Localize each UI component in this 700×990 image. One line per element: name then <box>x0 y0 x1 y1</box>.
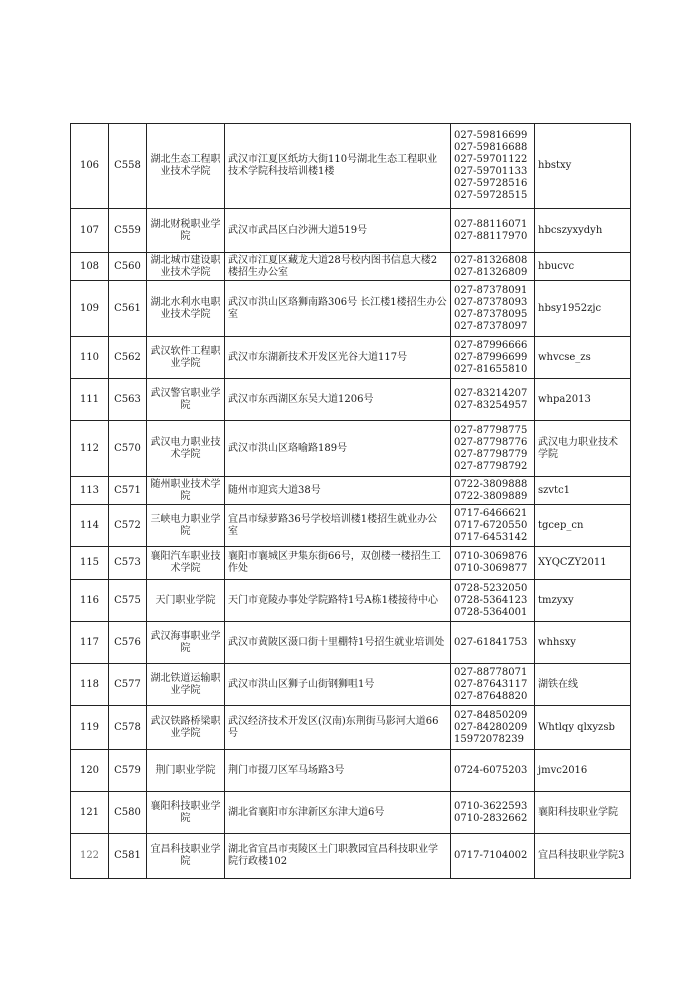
school-address: 武汉市东湖新技术开发区光谷大道117号 <box>225 337 451 379</box>
phone-number: 0717-6720550 <box>454 519 528 531</box>
phone-numbers <box>451 379 535 421</box>
phone-number: 027-87798776 <box>454 436 528 448</box>
phone-number: 027-87798779 <box>454 448 528 460</box>
school-name: 随州职业技术学院 <box>147 477 225 505</box>
school-name: 湖北生态工程职业技术学院 <box>147 124 225 209</box>
row-number: 107 <box>71 209 109 253</box>
school-code: C562 <box>109 337 147 379</box>
wechat-account: whvcse_zs <box>535 337 631 379</box>
phone-number: 027-87378095 <box>454 308 528 320</box>
school-code: C575 <box>109 580 147 622</box>
row-number: 118 <box>71 664 109 706</box>
table-row <box>71 834 631 879</box>
school-name: 荆门职业学院 <box>147 750 225 792</box>
row-number: 121 <box>71 792 109 834</box>
school-name: 武汉软件工程职业学院 <box>147 337 225 379</box>
phone-number: 0728-5364001 <box>454 606 528 618</box>
wechat-account: hbucvc <box>535 253 631 281</box>
row-number: 119 <box>71 706 109 750</box>
school-name: 天门职业学院 <box>147 580 225 622</box>
table-row <box>71 253 631 281</box>
wechat-account: 襄阳科技职业学院 <box>535 792 631 834</box>
phone-number: 0724-6075203 <box>454 764 528 776</box>
phone-number: 0717-6453142 <box>454 531 528 543</box>
school-address: 武汉市江夏区藏龙大道28号校内图书信息大楼2楼招生办公室 <box>225 253 451 281</box>
phone-number: 0722-3809889 <box>454 490 528 502</box>
table-row <box>71 379 631 421</box>
phone-number: 027-84280209 <box>454 721 528 733</box>
school-name: 襄阳科技职业学院 <box>147 792 225 834</box>
phone-number: 027-61841753 <box>454 636 528 648</box>
phone-numbers <box>451 750 535 792</box>
school-code: C563 <box>109 379 147 421</box>
phone-number: 0717-6466621 <box>454 507 528 519</box>
phone-numbers <box>451 505 535 547</box>
school-code: C560 <box>109 253 147 281</box>
school-code: C576 <box>109 622 147 664</box>
wechat-account: tmzyxy <box>535 580 631 622</box>
school-address: 湖北省宜昌市夷陵区土门职教园宜昌科技职业学院行政楼102 <box>225 834 451 879</box>
school-code: C580 <box>109 792 147 834</box>
phone-number: 0728-5232050 <box>454 582 528 594</box>
phone-number: 027-81326808 <box>454 254 528 266</box>
phone-number: 027-59728516 <box>454 178 528 189</box>
school-address: 荆门市掇刀区军马场路3号 <box>225 750 451 792</box>
row-number: 115 <box>71 547 109 580</box>
row-number: 112 <box>71 421 109 477</box>
schools-table <box>70 123 631 879</box>
phone-numbers <box>451 421 535 477</box>
wechat-account: 湖铁在线 <box>535 664 631 706</box>
phone-numbers <box>451 664 535 706</box>
phone-number: 0728-5364123 <box>454 594 528 606</box>
phone-number: 027-87378093 <box>454 296 528 308</box>
phone-number: 0710-3069876 <box>454 551 528 562</box>
table-row <box>71 547 631 580</box>
phone-number: 027-81655810 <box>454 363 528 375</box>
wechat-account: whhsxy <box>535 622 631 664</box>
school-address: 襄阳市襄城区尹集东街66号，双创楼一楼招生工作处 <box>225 547 451 580</box>
school-name: 武汉警官职业学院 <box>147 379 225 421</box>
phone-number: 0710-3622593 <box>454 800 528 812</box>
row-number: 122 <box>71 834 109 879</box>
school-name: 武汉铁路桥梁职业学院 <box>147 706 225 750</box>
school-address: 武汉经济技术开发区(汉南)东荆街马影河大道66号 <box>225 706 451 750</box>
school-address: 武汉市江夏区纸坊大街110号湖北生态工程职业技术学院科技培训楼1楼 <box>225 124 451 209</box>
school-code: C579 <box>109 750 147 792</box>
phone-number: 0722-3809888 <box>454 478 528 490</box>
school-address: 天门市竟陵办事处学院路特1号A栋1楼接待中心 <box>225 580 451 622</box>
phone-number: 027-59701133 <box>454 166 528 177</box>
phone-numbers <box>451 834 535 879</box>
phone-number: 027-59816688 <box>454 142 528 153</box>
wechat-account: tgcep_cn <box>535 505 631 547</box>
phone-number: 0710-2832662 <box>454 812 528 824</box>
row-number: 109 <box>71 281 109 337</box>
table-row <box>71 505 631 547</box>
wechat-account: hbcszyxydyh <box>535 209 631 253</box>
school-name: 湖北财税职业学院 <box>147 209 225 253</box>
table-row <box>71 580 631 622</box>
school-code: C577 <box>109 664 147 706</box>
school-address: 武汉市武昌区白沙洲大道519号 <box>225 209 451 253</box>
phone-numbers <box>451 281 535 337</box>
phone-numbers <box>451 337 535 379</box>
phone-number: 027-59816699 <box>454 130 528 141</box>
row-number: 113 <box>71 477 109 505</box>
school-code: C558 <box>109 124 147 209</box>
school-address: 武汉市洪山区珞喻路189号 <box>225 421 451 477</box>
wechat-account: Whtlqy qlxyzsb <box>535 706 631 750</box>
wechat-account: jmvc2016 <box>535 750 631 792</box>
school-address: 湖北省襄阳市东津新区东津大道6号 <box>225 792 451 834</box>
phone-number: 027-88116071 <box>454 218 528 230</box>
school-code: C561 <box>109 281 147 337</box>
phone-numbers <box>451 622 535 664</box>
phone-numbers <box>451 209 535 253</box>
table-row <box>71 337 631 379</box>
phone-number: 027-59728515 <box>454 190 528 201</box>
wechat-account: 宜昌科技职业学院3 <box>535 834 631 879</box>
table-row <box>71 209 631 253</box>
phone-numbers <box>451 124 535 209</box>
school-code: C559 <box>109 209 147 253</box>
table-row <box>71 477 631 505</box>
phone-number: 027-87648820 <box>454 690 528 702</box>
school-code: C571 <box>109 477 147 505</box>
row-number: 108 <box>71 253 109 281</box>
phone-number: 027-87798792 <box>454 460 528 472</box>
table-body <box>71 124 631 879</box>
phone-numbers <box>451 706 535 750</box>
phone-number: 027-88117970 <box>454 230 528 242</box>
school-address: 武汉市洪山区狮子山街钢狮咀1号 <box>225 664 451 706</box>
phone-numbers <box>451 580 535 622</box>
row-number: 120 <box>71 750 109 792</box>
row-number: 111 <box>71 379 109 421</box>
table-row <box>71 792 631 834</box>
school-name: 襄阳汽车职业技术学院 <box>147 547 225 580</box>
school-name: 湖北城市建设职业技术学院 <box>147 253 225 281</box>
school-code: C570 <box>109 421 147 477</box>
phone-numbers <box>451 477 535 505</box>
school-code: C581 <box>109 834 147 879</box>
phone-number: 0710-3069877 <box>454 563 528 574</box>
row-number: 106 <box>71 124 109 209</box>
school-name: 湖北水利水电职业技术学院 <box>147 281 225 337</box>
school-address: 武汉市黄陂区滠口街十里棚特1号招生就业培训处 <box>225 622 451 664</box>
phone-number: 027-87798775 <box>454 424 528 436</box>
school-address: 武汉市东西湖区东吴大道1206号 <box>225 379 451 421</box>
phone-numbers <box>451 792 535 834</box>
phone-number: 027-83254957 <box>454 399 528 411</box>
phone-number: 027-84850209 <box>454 709 528 721</box>
phone-number: 027-83214207 <box>454 387 528 399</box>
wechat-account: XYQCZY2011 <box>535 547 631 580</box>
wechat-account: whpa2013 <box>535 379 631 421</box>
school-address: 随州市迎宾大道38号 <box>225 477 451 505</box>
phone-number: 0717-7104002 <box>454 850 528 861</box>
table-row <box>71 706 631 750</box>
school-address: 宜昌市绿萝路36号学校培训楼1楼招生就业办公室 <box>225 505 451 547</box>
school-name: 三峡电力职业学院 <box>147 505 225 547</box>
school-name: 武汉海事职业学院 <box>147 622 225 664</box>
table-row <box>71 421 631 477</box>
table-row <box>71 281 631 337</box>
row-number: 116 <box>71 580 109 622</box>
phone-number: 027-87996699 <box>454 351 528 363</box>
table-row <box>71 622 631 664</box>
phone-number: 027-87378097 <box>454 320 528 332</box>
row-number: 117 <box>71 622 109 664</box>
phone-number: 027-87378091 <box>454 284 528 296</box>
wechat-account: hbsy1952zjc <box>535 281 631 337</box>
wechat-account: hbstxy <box>535 124 631 209</box>
school-code: C578 <box>109 706 147 750</box>
row-number: 110 <box>71 337 109 379</box>
wechat-account: 武汉电力职业技术学院 <box>535 421 631 477</box>
school-name: 武汉电力职业技术学院 <box>147 421 225 477</box>
wechat-account: szvtc1 <box>535 477 631 505</box>
table-row <box>71 750 631 792</box>
table-row <box>71 124 631 209</box>
phone-number: 027-59701122 <box>454 154 528 165</box>
phone-numbers <box>451 547 535 580</box>
phone-number: 15972078239 <box>454 733 524 745</box>
phone-numbers <box>451 253 535 281</box>
school-name: 湖北铁道运输职业学院 <box>147 664 225 706</box>
phone-number: 027-87643117 <box>454 678 528 690</box>
row-number: 114 <box>71 505 109 547</box>
school-name: 宜昌科技职业学院 <box>147 834 225 879</box>
phone-number: 027-81326809 <box>454 266 528 278</box>
school-code: C573 <box>109 547 147 580</box>
phone-number: 027-87996666 <box>454 339 528 351</box>
school-code: C572 <box>109 505 147 547</box>
table-row <box>71 664 631 706</box>
phone-number: 027-88778071 <box>454 666 528 678</box>
school-address: 武汉市洪山区珞狮南路306号 长江楼1楼招生办公室 <box>225 281 451 337</box>
